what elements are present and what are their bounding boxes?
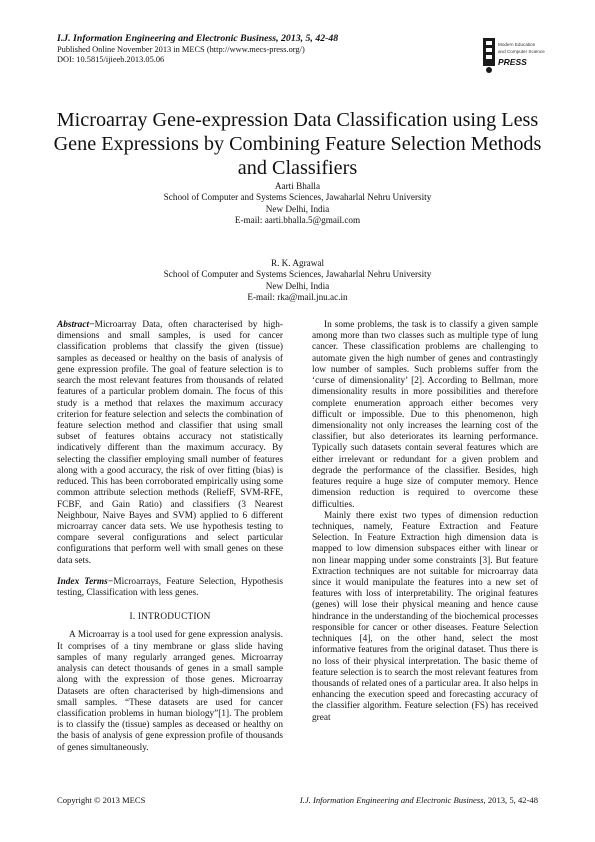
footer-journal-name: I.J. Information Engineering and Electronic Business, <box>299 795 486 805</box>
footer-journal <box>300 795 538 805</box>
index-terms-text: Microarrays, Feature Selection, Hypothesis testing, Classification with less genes. <box>57 576 283 599</box>
author-location: New Delhi, India <box>265 203 330 214</box>
journal-header <box>57 34 477 66</box>
right-column <box>312 320 538 724</box>
abstract <box>57 320 283 567</box>
footer-copyright: Copyright © 2013 MECS <box>57 795 146 805</box>
journal-name: I.J. Information Engineering and Electronic Business <box>57 33 277 44</box>
author-location: New Delhi, India <box>265 280 330 291</box>
index-terms-label: Index Terms− <box>57 576 114 587</box>
logo-text-line2: and Computer Science <box>498 49 545 54</box>
author-affiliation: School of Computer and Systems Sciences, Jawaharlal Nehru University <box>163 192 432 203</box>
author-name: Aarti Bhalla <box>274 181 321 191</box>
footer-journal-volume: 2013, 5, 42-48 <box>485 795 538 805</box>
journal-volume: , 2013, 5, 42-48 <box>276 33 339 44</box>
paper-title: Microarray Gene-expression Data Classification using Less Gene Expressions by Combining Feature Selection Methods and Classifiers <box>53 108 542 179</box>
index-terms <box>57 577 283 599</box>
intro-paragraph-3: Mainly there exist two types of dimension reduction techniques, namely, Feature Extraction and Feature Selection. In Feature Extraction high dimension data is mapped to low dimension subspaces either with linear or non linear mapping under some constraints [3]. But feature Extraction techniques are not suitable for microarray data since it would manipulate the features into a new set of features with loss of interpretability. The original features (genes) will lose their physical meaning and hence cause hindrance in the understanding of the biochemical processes responsible for cancer or other diseases. Feature Selection techniques [4], on the other hand, select the most informative features from the original dataset. Thus there is no loss of their physical interpretation. The basic theme of feature selection is to search the most relevant features from thousands of related ones of a particular area. It also helps in enhancing the execution speed and forecasting accuracy of the classifier algorithm. Feature selection (FS) has received great <box>312 510 538 723</box>
mecs-press-logo <box>481 36 545 76</box>
intro-paragraph-2: In some problems, the task is to classify a given sample among more than two classes such as multiple type of lung cancer. These classification problems are challenging to automate given the high number of genes and contrastingly low number of samples. Such problems suffer from the ‘curse of dimensionality’ [2]. According to Bellman, more dimensionality results in more possibilities and therefore complete enumeration approach either becomes very difficult or impossible. Due to this phenomenon, high dimensionality not only increases the learning cost of the classifier, but also deteriorates its learning performance. Typically such datasets contain several features which are either irrelevant or redundant for a given problem and degrade the performance of the classifier. Besides, high features require a huge size of computer memory. Hence dimension reduction is required to overcome these difficulties. <box>312 320 538 510</box>
doi: DOI: 10.5815/ijieeb.2013.05.06 <box>57 55 165 64</box>
author-name: R. K. Agrawal <box>270 258 325 268</box>
author-block-2 <box>57 258 538 303</box>
author-email: E-mail: rka@mail.jnu.ac.in <box>247 291 348 302</box>
published-online: Published Online November 2013 in MECS (http://www.mecs-press.org/) <box>57 44 305 54</box>
left-column <box>57 320 283 754</box>
intro-paragraph-1: A Microarray is a tool used for gene expression analysis. It comprises of a tiny membrane or glass slide having samples of many regularly arranged genes. Microarray analysis can detect thousands of genes in a small sample along with the expression of those genes. Microarray Datasets are often characterised by high-dimensions and small samples. “These datasets are used for cancer classification problems in human biology”[1]. The problem is to classify the (tissue) samples as deceased or healthy on the basis of analysis of gene expression profile of thousands of genes simultaneously. <box>57 630 283 753</box>
journal-citation <box>57 34 477 45</box>
author-affiliation: School of Computer and Systems Sciences, Jawaharlal Nehru University <box>163 269 432 280</box>
logo-text-line1: Modern Education <box>498 42 536 47</box>
abstract-label: Abstract− <box>57 320 95 330</box>
logo-text-press: PRESS <box>498 57 527 67</box>
abstract-text: Microarray Data, often characterised by high-dimensions and small samples, is used for cancer classification problems that classify the given (tissue) samples as deceased or healthy on the basis of analysis of gene expression profile. The goal of feature selection is to search the most relevant features from thousands of related features of a particular problem domain. The focus of this study is a method that relaxes the maximum accuracy criterion for feature selection and selects the combination of feature selection method and classifier that using small subset of features obtains accuracy not statistically indicatively different than the maximum accuracy. By selecting the classifier employing small number of features along with a good accuracy, the risk of over fitting (bias) is reduced. This has been corroborated empirically using some common attribute selection methods (ReliefF, SVM-RFE, FCBF, and Gain Ratio) and classifiers (3 Nearest Neighbour, Naive Bayes and SVM) applied to 6 different microarray cancer data sets. We use hypothesis testing to compare several configurations and select particular configurations that perform well with small genes on these data sets. <box>57 320 283 566</box>
logo-emblem-icon <box>483 38 495 73</box>
author-email: E-mail: aarti.bhalla.5@gmail.com <box>234 214 361 225</box>
section-heading-introduction: I. INTRODUCTION <box>129 612 211 623</box>
author-block-1 <box>57 181 538 226</box>
